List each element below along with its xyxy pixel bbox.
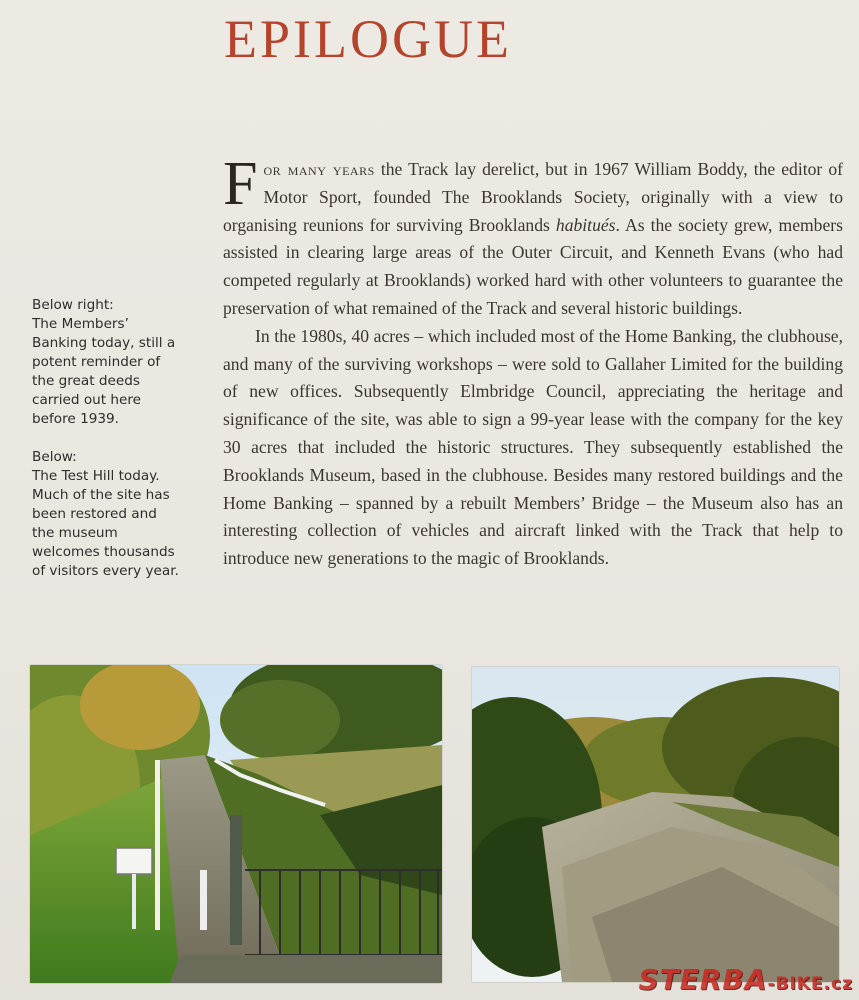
caption-members-banking <box>32 296 182 429</box>
lead-in-small-caps: or many years <box>263 159 375 179</box>
paragraph-1-italic: habitués <box>555 214 616 235</box>
caption-2-text: The Test Hill today. Much of the site has been restored and the museum welcomes thousands of visitors every year. <box>32 468 179 579</box>
paragraph-1-text-b: . As the society grew, members assisted in clearing large areas of the Outer Circuit, and Kenneth Evans (who had competed regularly at Brooklands) worked hard with other volunteers to guarantee the preservation of what remained of the Track and several historic buildings. <box>223 214 843 318</box>
body-text <box>223 150 843 573</box>
test-hill-image <box>30 665 442 983</box>
drop-cap: F <box>223 150 258 218</box>
test-hill-photo <box>30 665 442 983</box>
watermark-logo <box>638 963 853 996</box>
watermark-brand: STERBA <box>638 963 768 996</box>
paragraph-1 <box>223 150 843 323</box>
watermark-suffix: -BIKE.cz <box>767 974 853 994</box>
caption-test-hill <box>32 448 182 581</box>
members-banking-photo <box>472 667 839 982</box>
paragraph-2: In the 1980s, 40 acres – which included most of the Home Banking, the clubhouse, and many of the surviving workshops – were sold to Gallaher Limited for the building of new offices. Subsequently Elmbridge Council, appreciating the heritage and significance of the site, was able to sign a 99-year lease with the company for the key 30 acres that included the historic structures. They subsequently established the Brooklands Museum, based in the clubhouse. Besides many restored buildings and the Home Banking – spanned by a rebuilt Members’ Bridge – the Museum also has an interesting collection of vehicles and aircraft linked with the Track that help to introduce new generations to the magic of Brooklands. <box>223 325 843 569</box>
caption-1-heading: Below right: <box>32 297 114 313</box>
sidebar-captions <box>32 296 182 600</box>
paragraph-1-text-a: the Track lay derelict, but in 1967 William Boddy, the editor of Motor Sport, founded The Brooklands Society, originally with a view to organising reunions for surviving Brooklands <box>223 159 843 235</box>
caption-1-text: The Members’ Banking today, still a potent reminder of the great deeds carried out here before 1939. <box>32 316 176 427</box>
page-title: EPILOGUE <box>224 9 512 69</box>
caption-2-heading: Below: <box>32 449 77 465</box>
members-banking-image <box>472 667 839 982</box>
